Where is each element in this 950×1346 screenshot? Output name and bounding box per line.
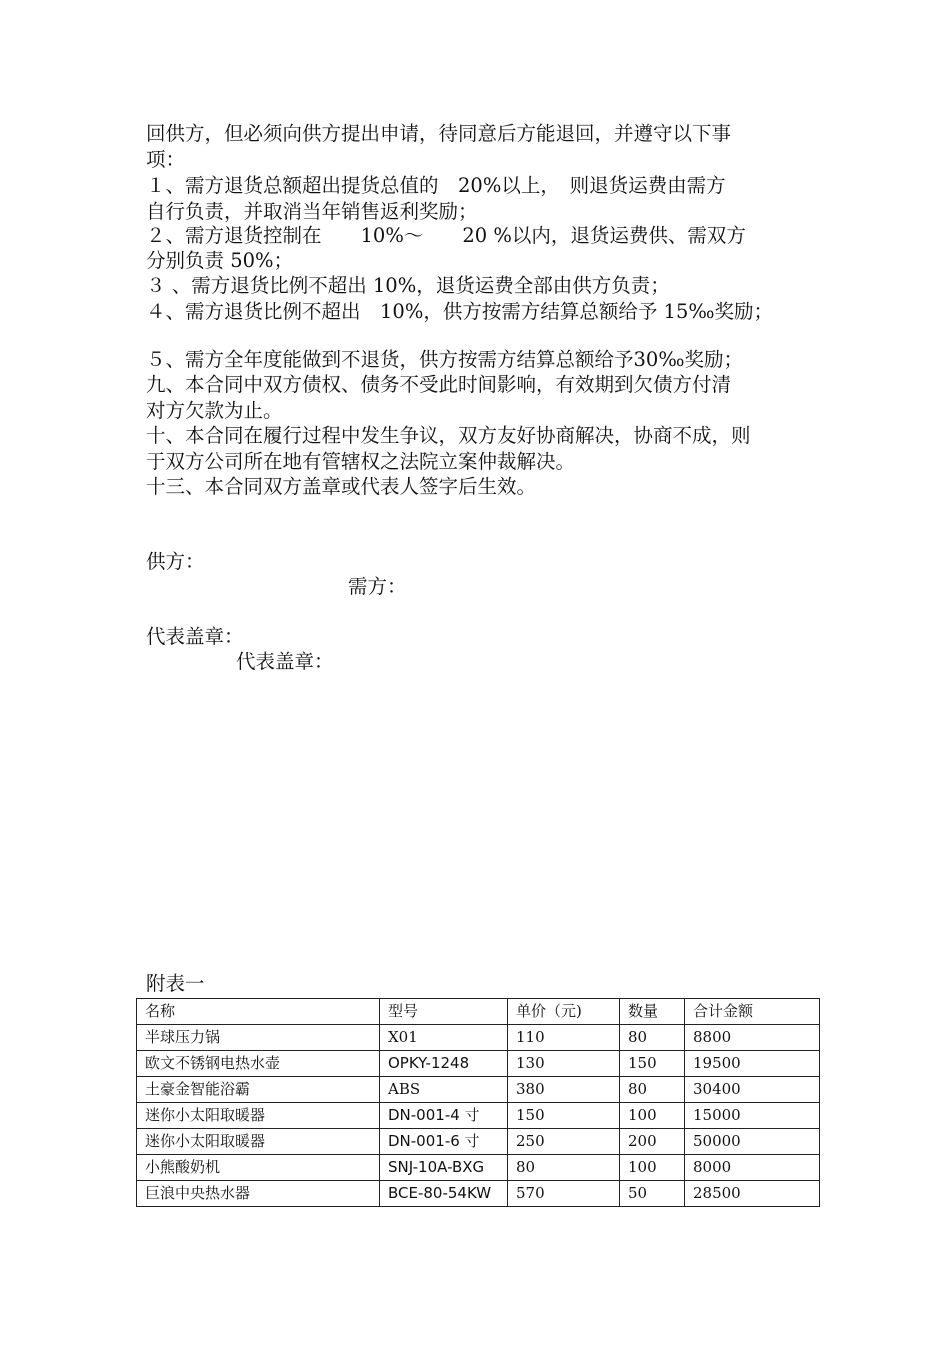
cell-unit-price: 380 <box>508 1077 620 1103</box>
cell-name: 小熊酸奶机 <box>137 1155 380 1181</box>
cell-unit-price: 150 <box>508 1103 620 1129</box>
cell-model: DN-001-6 寸 <box>380 1129 508 1155</box>
cell-quantity: 80 <box>620 1077 685 1103</box>
cell-name: 土豪金智能浴霸 <box>137 1077 380 1103</box>
appendix-table <box>136 998 820 1207</box>
supplier-label: 供方： <box>146 550 205 573</box>
appendix-title: 附表一 <box>146 972 205 995</box>
cell-unit-price: 250 <box>508 1129 620 1155</box>
cell-quantity: 100 <box>620 1103 685 1129</box>
cell-model: BCE-80-54KW <box>380 1181 508 1207</box>
cell-quantity: 150 <box>620 1051 685 1077</box>
header-cell-unit-price: 单价（元) <box>508 999 620 1025</box>
cell-name: 半球压力锅 <box>137 1025 380 1051</box>
cell-unit-price: 130 <box>508 1051 620 1077</box>
cell-name: 迷你小太阳取暖器 <box>137 1103 380 1129</box>
cell-total: 19500 <box>685 1051 820 1077</box>
body-line: 于双方公司所在地有管辖权之法院立案仲裁解决。 <box>146 450 576 473</box>
cell-total: 30400 <box>685 1077 820 1103</box>
cell-model: DN-001-4 寸 <box>380 1103 508 1129</box>
body-line: 回供方，但必须向供方提出申请，待同意后方能退回，并遵守以下事 <box>146 122 732 145</box>
cell-unit-price: 80 <box>508 1155 620 1181</box>
cell-model: SNJ-10A-BXG <box>380 1155 508 1181</box>
supplier-stamp-label: 代表盖章： <box>146 625 244 648</box>
table-row <box>137 1181 820 1207</box>
cell-total: 8000 <box>685 1155 820 1181</box>
cell-quantity: 80 <box>620 1025 685 1051</box>
cell-total: 50000 <box>685 1129 820 1155</box>
cell-quantity: 100 <box>620 1155 685 1181</box>
cell-quantity: 50 <box>620 1181 685 1207</box>
cell-model: OPKY-1248 <box>380 1051 508 1077</box>
body-line: ２、需方退货控制在 10%～ 20 %以内，退货运费供、需双方 <box>146 224 746 247</box>
table-row <box>137 1155 820 1181</box>
body-line: 项： <box>146 148 186 171</box>
cell-unit-price: 570 <box>508 1181 620 1207</box>
cell-unit-price: 110 <box>508 1025 620 1051</box>
body-line: 分别负责 50%； <box>146 249 294 272</box>
buyer-stamp-label: 代表盖章： <box>236 650 334 673</box>
header-cell-model: 型号 <box>380 999 508 1025</box>
header-cell-name: 名称 <box>137 999 380 1025</box>
cell-total: 8800 <box>685 1025 820 1051</box>
cell-quantity: 200 <box>620 1129 685 1155</box>
table-row <box>137 1129 820 1155</box>
cell-model: ABS <box>380 1077 508 1103</box>
body-line: 对方欠款为止。 <box>146 399 283 422</box>
table-row <box>137 1103 820 1129</box>
body-line: ３ 、需方退货比例不超出 10%，退货运费全部由供方负责； <box>146 274 670 297</box>
table-row <box>137 1051 820 1077</box>
cell-total: 28500 <box>685 1181 820 1207</box>
body-line: ４、需方退货比例不超出 10%，供方按需方结算总额给予 15‰奖励； <box>146 300 774 323</box>
cell-model: X01 <box>380 1025 508 1051</box>
cell-name: 迷你小太阳取暖器 <box>137 1129 380 1155</box>
buyer-label: 需方： <box>348 575 407 598</box>
body-line: 自行负责，并取消当年销售返利奖励； <box>146 200 478 223</box>
table-row <box>137 1077 820 1103</box>
cell-name: 欧文不锈钢电热水壶 <box>137 1051 380 1077</box>
table-row <box>137 1025 820 1051</box>
body-line: 九、本合同中双方债权、债务不受此时间影响，有效期到欠债方付清 <box>146 373 732 396</box>
body-line: 十三、本合同双方盖章或代表人签字后生效。 <box>146 475 537 498</box>
cell-name: 巨浪中央热水器 <box>137 1181 380 1207</box>
table-header-row <box>137 999 820 1025</box>
header-cell-quantity: 数量 <box>620 999 685 1025</box>
body-line: ５、需方全年度能做到不退货，供方按需方结算总额给予30‰奖励； <box>146 348 743 371</box>
header-cell-total: 合计金额 <box>685 999 820 1025</box>
body-line: 十、本合同在履行过程中发生争议，双方友好协商解决，协商不成，则 <box>146 424 751 447</box>
cell-total: 15000 <box>685 1103 820 1129</box>
body-line: １、需方退货总额超出提货总值的 20%以上， 则退货运费由需方 <box>146 174 726 197</box>
